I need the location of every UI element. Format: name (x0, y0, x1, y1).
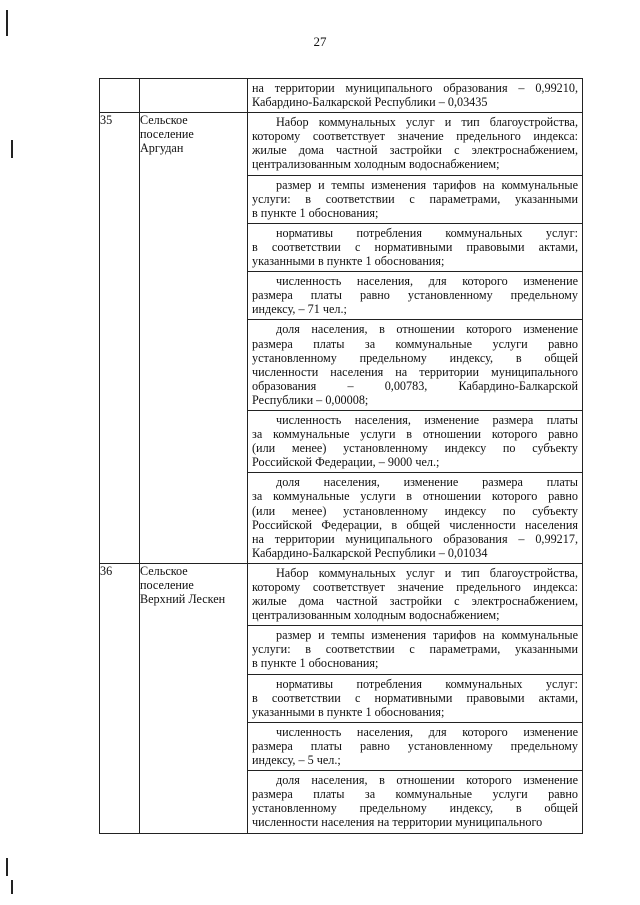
text-line: доля населения, изменение размера платы (276, 475, 578, 490)
settlement-name-line: Сельское (140, 113, 188, 128)
page-number: 27 (313, 34, 327, 49)
text-line: в соответствии с нормативными правовыми актами, (252, 690, 578, 705)
text-line: размера платы равно установленному предельному (252, 738, 578, 753)
settlement-name-line: Аргудан (140, 141, 184, 156)
text-line: указанными в пункте 1 обоснования; (252, 254, 445, 269)
description-paragraph (248, 176, 582, 224)
description-paragraph (248, 771, 582, 832)
text-line: Набор коммунальных услуг и тип благоустройства, (276, 115, 578, 130)
text-line: численность населения, для которого изменение (276, 274, 578, 289)
settlement-name-cell (140, 563, 248, 833)
number-cell (100, 79, 140, 113)
scan-artifact-mark (6, 10, 8, 36)
text-line: размера платы за коммунальные услуги равно (252, 787, 578, 802)
text-line: централизованным холодным водоснабжением; (252, 157, 500, 172)
text-line: в пункте 1 обоснования; (252, 205, 379, 220)
description-paragraph (248, 320, 582, 411)
text-line: установленному предельному индексу, в общей (252, 801, 578, 816)
continuation-paragraph (248, 79, 582, 112)
table-row (100, 563, 583, 833)
text-line: услуги: в соответствии с параметрами, указанными (252, 191, 578, 206)
settlement-name-cell (140, 113, 248, 564)
text-line: численность населения, для которого изменение (276, 724, 578, 739)
scan-artifact-mark (11, 880, 13, 894)
text-line: централизованным холодным водоснабжением; (252, 608, 500, 623)
settlement-name-line: поселение (140, 127, 194, 142)
continuation-row (100, 79, 583, 113)
text-line: индексу, – 5 чел.; (252, 753, 341, 768)
settlement-name-line: поселение (140, 578, 194, 592)
description-cell (248, 563, 583, 833)
description-cell (248, 113, 583, 564)
row-number: 36 (100, 563, 140, 833)
description-paragraph (248, 564, 582, 626)
text-line: (или менее) установленному индексу по субъекту (252, 441, 578, 456)
text-line: доля населения, в отношении которого изменение (276, 322, 578, 337)
text-line: Кабардино-Балкарской Республики – 0,03435 (252, 95, 488, 110)
text-line: размера платы равно установленному предельному (252, 288, 578, 303)
text-line: численности населения на территории муниципального (252, 364, 578, 379)
text-line: индексу, – 71 чел.; (252, 302, 347, 317)
description-paragraph (248, 675, 582, 723)
text-line: Российской Федерации, – 9000 чел.; (252, 455, 440, 470)
text-line: за коммунальные услуги в отношении которого равно (252, 427, 578, 442)
text-line: Российской Федерации, в общей численности населения (252, 517, 578, 532)
text-line: которому соответствует значение предельного индекса: (252, 129, 578, 144)
text-line: Набор коммунальных услуг и тип благоустройства, (276, 565, 578, 580)
text-line: нормативы потребления коммунальных услуг: (276, 225, 578, 240)
scan-artifact-mark (11, 140, 13, 158)
text-line: указанными в пункте 1 обоснования; (252, 704, 445, 719)
text-line: которому соответствует значение предельного индекса: (252, 580, 578, 594)
description-paragraph (248, 224, 582, 272)
text-line: Кабардино-Балкарской Республики – 0,01034 (252, 545, 488, 560)
text-line: жилые дома частной застройки с электроснабжением, (252, 594, 578, 609)
text-line: нормативы потребления коммунальных услуг: (276, 676, 578, 691)
text-line: размер и темпы изменения тарифов на коммунальные (276, 177, 578, 192)
text-line: образования – 0,00783, Кабардино-Балкарской (252, 378, 578, 393)
text-line: в соответствии с нормативными правовыми актами, (252, 239, 578, 254)
description-paragraph (248, 626, 582, 674)
text-line: численность населения, изменение размера платы (276, 412, 578, 427)
text-line: численности населения на территории муниципального (252, 815, 543, 830)
description-paragraph (248, 473, 582, 563)
text-line: жилые дома частной застройки с электроснабжением, (252, 143, 578, 158)
scan-artifact-mark (6, 858, 8, 876)
description-paragraph (248, 272, 582, 320)
text-line: Республики – 0,00008; (252, 392, 369, 407)
description-paragraph (248, 411, 582, 473)
text-line: доля населения, в отношении которого изменение (276, 773, 578, 788)
text-line: (или менее) установленному индексу по субъекту (252, 503, 578, 518)
row-number: 35 (100, 113, 140, 564)
description-cell (248, 79, 583, 113)
text-line: размер и темпы изменения тарифов на коммунальные (276, 628, 578, 643)
settlement-name-line: Сельское (140, 563, 188, 578)
text-line: в пункте 1 обоснования; (252, 656, 379, 671)
text-line: на территории муниципального образования – 0,99217, (252, 531, 578, 546)
settlement-name-cell (140, 79, 248, 113)
table-row (100, 113, 583, 564)
text-line: услуги: в соответствии с параметрами, указанными (252, 642, 578, 657)
text-line: на территории муниципального образования – 0,99210, (252, 81, 578, 95)
text-line: размера платы за коммунальные услуги равно (252, 336, 578, 351)
description-paragraph (248, 113, 582, 175)
indices-table (99, 78, 583, 834)
text-line: за коммунальные услуги в отношении которого равно (252, 489, 578, 504)
description-paragraph (248, 723, 582, 771)
settlement-name-line: Верхний Лескен (140, 592, 226, 607)
text-line: установленному предельному индексу, в общей (252, 350, 578, 365)
